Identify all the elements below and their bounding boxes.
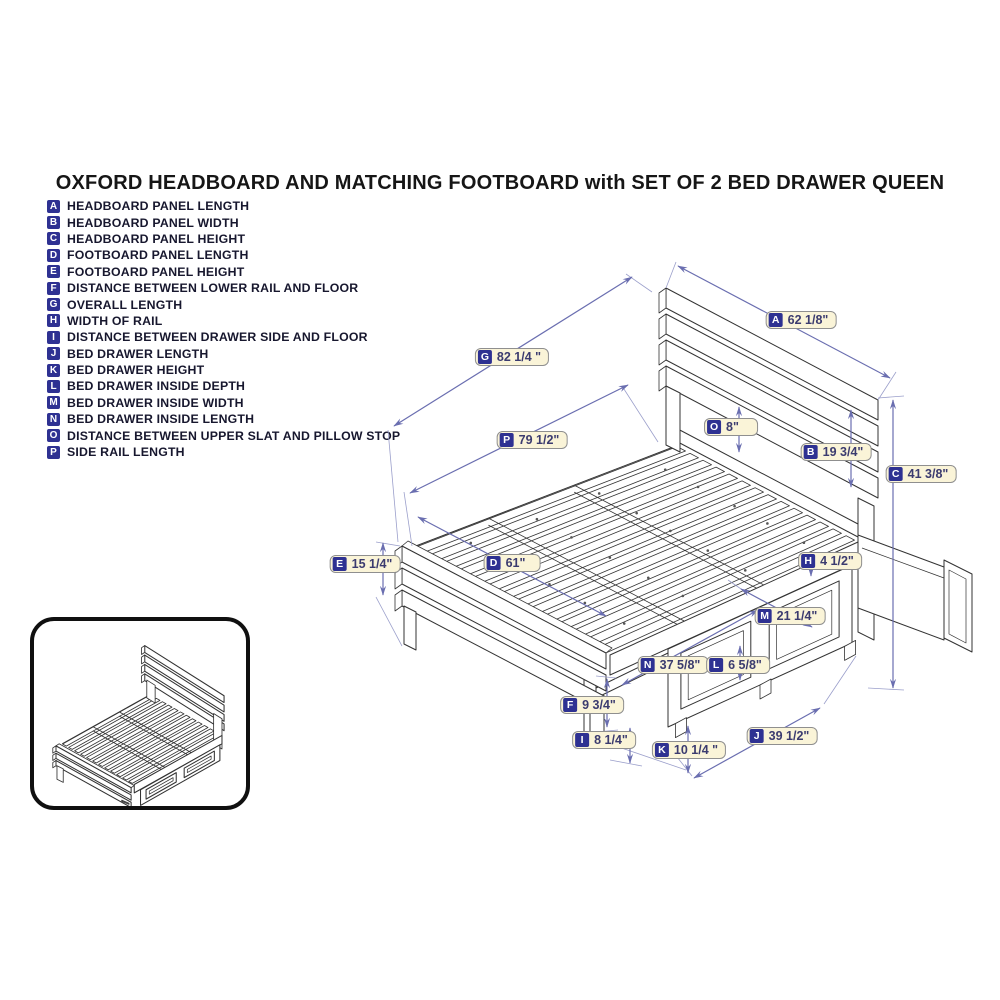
dim-value: 41 3/8" — [907, 467, 949, 481]
dim-key-badge: M — [758, 609, 772, 623]
legend-label: WIDTH OF RAIL — [67, 313, 163, 328]
dim-key-badge: K — [655, 743, 669, 757]
legend-label: BED DRAWER INSIDE LENGTH — [67, 412, 255, 427]
key-badge: J — [47, 347, 60, 360]
inset-bed-drawing — [34, 621, 246, 806]
key-badge: B — [47, 216, 60, 229]
dim-callout-N — [638, 656, 709, 674]
page-title: OXFORD HEADBOARD AND MATCHING FOOTBOARD with SET OF 2 BED DRAWER QUEEN — [55, 172, 945, 194]
dim-callout-H — [798, 552, 862, 570]
legend-label: DISTANCE BETWEEN DRAWER SIDE AND FLOOR — [67, 330, 368, 345]
dim-value: 61" — [505, 556, 526, 570]
dim-key-badge: P — [500, 433, 514, 447]
dim-key-badge: O — [707, 420, 721, 434]
dim-value: 21 1/4" — [776, 609, 818, 623]
dim-callout-J — [747, 727, 818, 745]
key-badge: M — [47, 396, 60, 409]
dim-key-badge: I — [575, 733, 589, 747]
legend-label: BED DRAWER LENGTH — [67, 346, 209, 361]
dim-callout-O — [704, 418, 758, 436]
legend-label: DISTANCE BETWEEN UPPER SLAT AND PILLOW STOP — [67, 428, 401, 443]
key-badge: O — [47, 429, 60, 442]
dimension-lines — [383, 266, 893, 778]
legend-label: FOOTBOARD PANEL HEIGHT — [67, 264, 245, 279]
dim-callout-I — [572, 731, 636, 749]
dim-callout-B — [801, 443, 872, 461]
dim-key-badge: L — [709, 658, 723, 672]
key-badge: D — [47, 249, 60, 262]
dim-callout-A — [766, 311, 837, 329]
legend-label: HEADBOARD PANEL HEIGHT — [67, 231, 246, 246]
dim-value: 8 1/4" — [594, 733, 628, 747]
key-badge: I — [47, 331, 60, 344]
dim-callout-M — [755, 607, 826, 625]
key-badge: A — [47, 200, 60, 213]
legend-label: OVERALL LENGTH — [67, 297, 183, 312]
legend-label: SIDE RAIL LENGTH — [67, 445, 185, 460]
dim-key-badge: J — [750, 729, 764, 743]
dim-key-badge: E — [333, 557, 347, 571]
legend-label: BED DRAWER HEIGHT — [67, 363, 205, 378]
key-badge: P — [47, 446, 60, 459]
dim-callout-D — [484, 554, 541, 572]
dim-key-badge: G — [478, 350, 492, 364]
key-badge: H — [47, 314, 60, 327]
dim-value: 19 3/4" — [822, 445, 864, 459]
dim-key-badge: A — [769, 313, 783, 327]
legend-label: BED DRAWER INSIDE DEPTH — [67, 379, 246, 394]
legend-label: HEADBOARD PANEL LENGTH — [67, 199, 250, 214]
key-badge: E — [47, 265, 60, 278]
dim-value: 37 5/8" — [659, 658, 701, 672]
dim-key-badge: C — [889, 467, 903, 481]
dim-callout-E — [330, 555, 401, 573]
dim-key-badge: F — [563, 698, 577, 712]
key-badge: K — [47, 364, 60, 377]
key-badge: G — [47, 298, 60, 311]
dim-callout-L — [706, 656, 770, 674]
dim-key-badge: B — [804, 445, 818, 459]
dim-value: 79 1/2" — [518, 433, 560, 447]
key-badge: N — [47, 413, 60, 426]
legend-label: FOOTBOARD PANEL LENGTH — [67, 248, 249, 263]
legend-label: BED DRAWER INSIDE WIDTH — [67, 395, 244, 410]
dim-key-badge: N — [641, 658, 655, 672]
dim-key-badge: H — [801, 554, 815, 568]
dim-callout-G — [475, 348, 549, 366]
dim-value: 4 1/2" — [820, 554, 854, 568]
dim-value: 10 1/4 " — [673, 743, 719, 757]
dim-value: 62 1/8" — [787, 313, 829, 327]
legend-label: DISTANCE BETWEEN LOWER RAIL AND FLOOR — [67, 281, 359, 296]
dim-value: 15 1/4" — [351, 557, 393, 571]
dim-value: 8" — [726, 420, 739, 434]
dim-value: 9 3/4" — [582, 698, 616, 712]
key-badge: C — [47, 232, 60, 245]
legend-label: HEADBOARD PANEL WIDTH — [67, 215, 239, 230]
dim-callout-C — [886, 465, 957, 483]
dim-value: 39 1/2" — [768, 729, 810, 743]
dim-callout-F — [560, 696, 624, 714]
key-badge: F — [47, 282, 60, 295]
inset-thumbnail — [30, 617, 250, 810]
key-badge: L — [47, 380, 60, 393]
dim-callout-K — [652, 741, 726, 759]
dim-callout-P — [497, 431, 568, 449]
dim-key-badge: D — [487, 556, 501, 570]
dim-value: 82 1/4 " — [496, 350, 542, 364]
dim-value: 6 5/8" — [728, 658, 762, 672]
